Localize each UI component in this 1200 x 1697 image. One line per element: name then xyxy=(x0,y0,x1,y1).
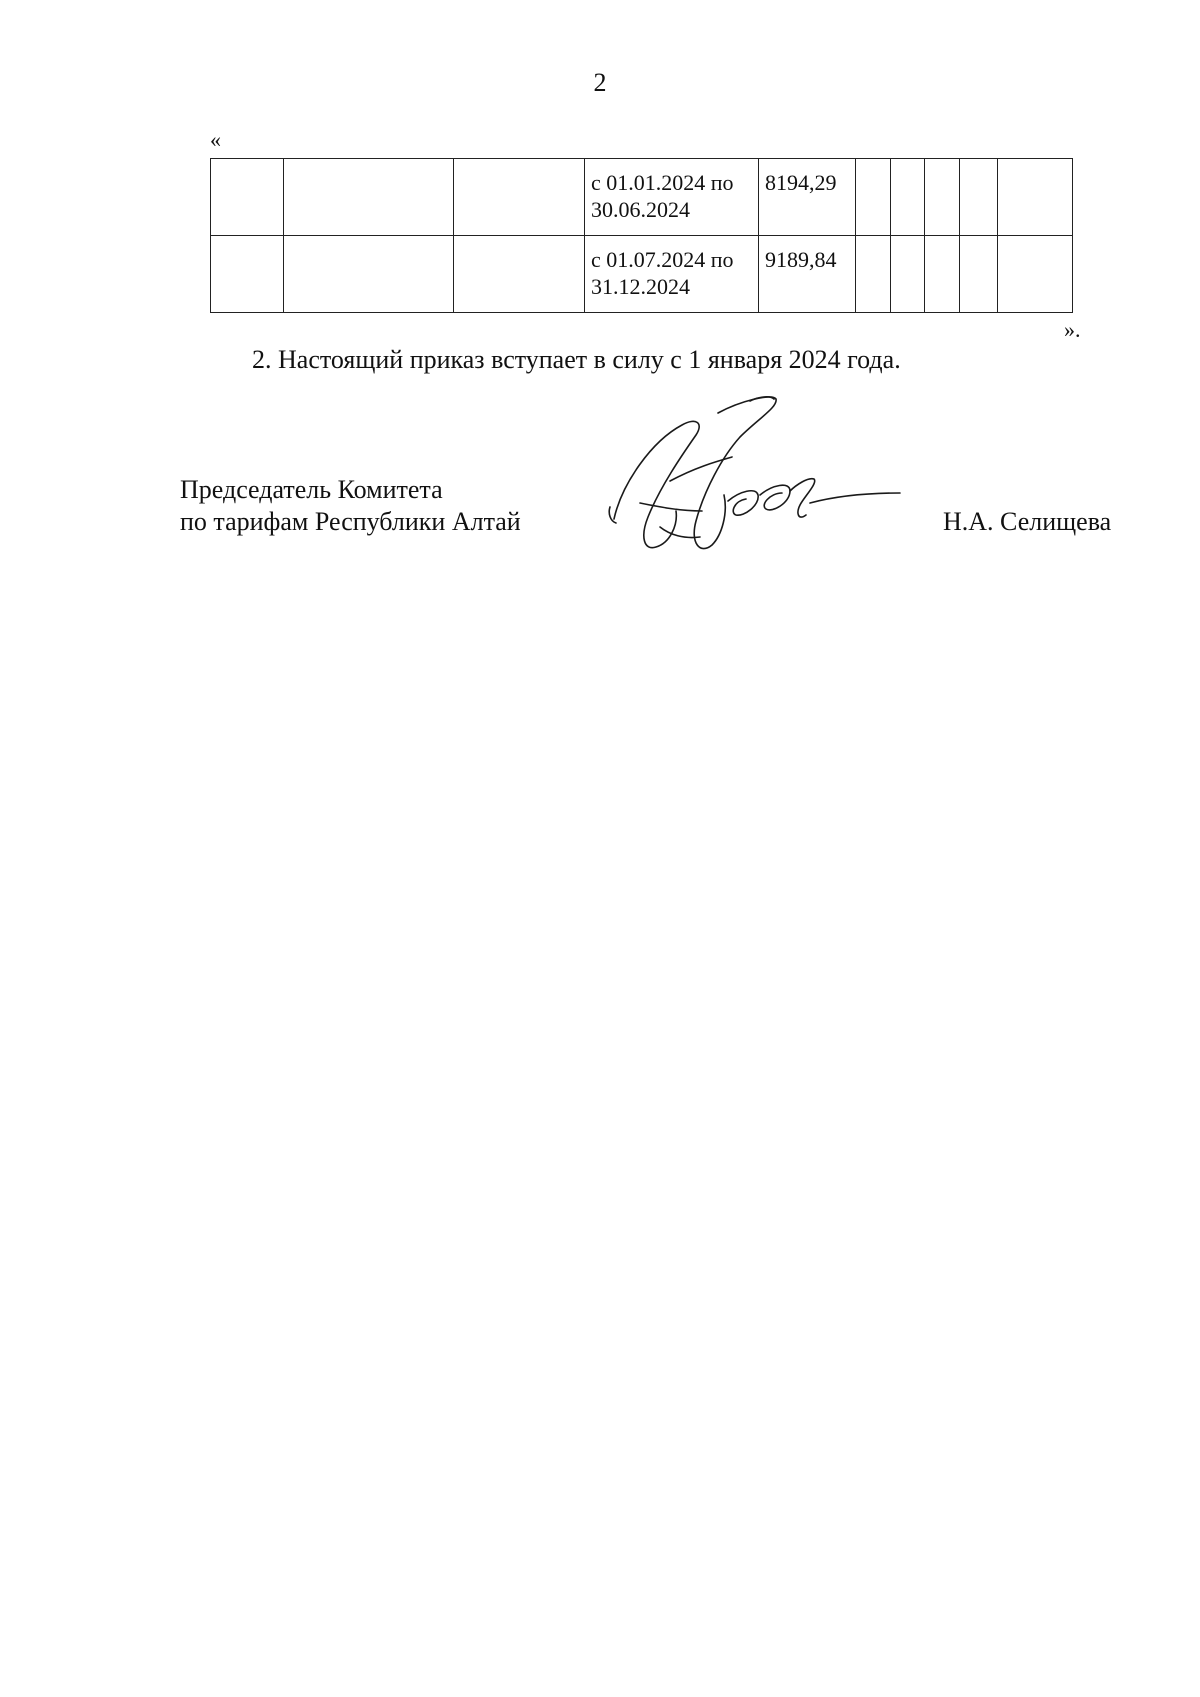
table-row xyxy=(211,159,1073,236)
table-cell xyxy=(891,159,925,236)
handwritten-signature xyxy=(600,395,920,575)
table-cell xyxy=(856,236,891,313)
table-cell xyxy=(998,236,1073,313)
tariff-value-cell: 8194,29 xyxy=(759,159,856,236)
period-cell: с 01.07.2024 по 31.12.2024 xyxy=(585,236,759,313)
position-line-2: по тарифам Республики Алтай xyxy=(180,507,521,536)
position-line-1: Председатель Комитета xyxy=(180,475,443,504)
opening-quote: « xyxy=(210,127,221,152)
table-cell xyxy=(891,236,925,313)
table-cell xyxy=(856,159,891,236)
period-cell: с 01.01.2024 по 30.06.2024 xyxy=(585,159,759,236)
table-cell xyxy=(960,159,998,236)
table-cell xyxy=(998,159,1073,236)
table-cell xyxy=(284,236,454,313)
table-cell xyxy=(284,159,454,236)
table-cell xyxy=(211,236,284,313)
table-cell xyxy=(960,236,998,313)
table-row xyxy=(211,236,1073,313)
tariff-value-cell: 9189,84 xyxy=(759,236,856,313)
table-cell xyxy=(454,236,585,313)
signer-name: Н.А. Селищева xyxy=(943,507,1112,536)
tariff-table xyxy=(210,158,1073,313)
closing-quote: ». xyxy=(1064,317,1081,342)
table-cell xyxy=(925,159,960,236)
signer-position xyxy=(180,474,521,538)
page-number: 2 xyxy=(593,68,607,97)
table-cell xyxy=(454,159,585,236)
table-cell xyxy=(211,159,284,236)
clause-2: 2. Настоящий приказ вступает в силу с 1 января 2024 года. xyxy=(252,345,901,374)
table-cell xyxy=(925,236,960,313)
